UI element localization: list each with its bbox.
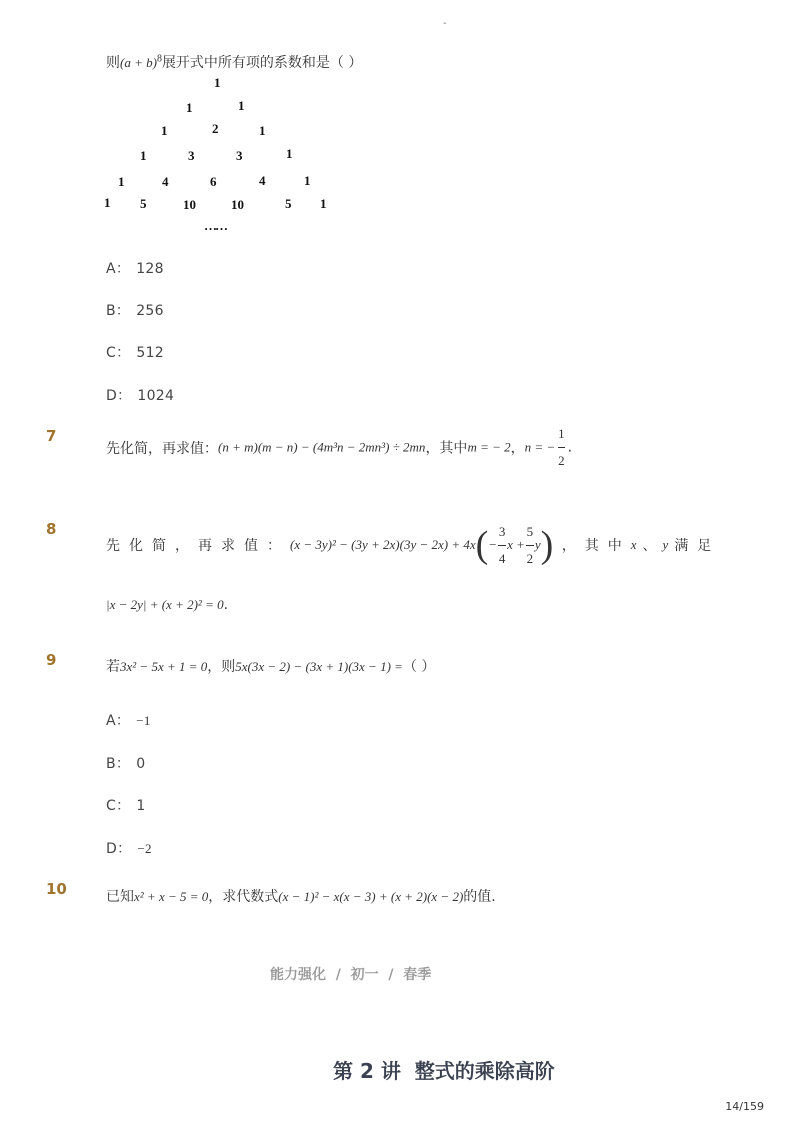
fraction-denominator: 4 bbox=[498, 550, 506, 566]
footer-brand: 能力强化 / 初一 / 春季 bbox=[270, 967, 432, 983]
pascal-cell: 1 bbox=[238, 98, 245, 113]
option-value: 1024 bbox=[137, 388, 175, 404]
pascal-cell: 1 bbox=[214, 75, 221, 90]
q8-expression: (x − 3y)² − (3y + 2x)(3y − 2x) + 4x bbox=[290, 537, 476, 552]
option-value: −1 bbox=[136, 713, 151, 728]
q10-suffix: 的值. bbox=[463, 889, 496, 905]
header-mark: - bbox=[443, 18, 447, 29]
pascal-cell: 4 bbox=[259, 173, 266, 188]
option-label: B： bbox=[106, 756, 131, 772]
option-label: B： bbox=[106, 303, 131, 319]
pascal-cell: 3 bbox=[188, 148, 195, 163]
fraction-bar bbox=[558, 447, 565, 448]
option-value: 1 bbox=[136, 798, 146, 814]
fraction-numerator: 1 bbox=[558, 426, 565, 441]
pascal-cell: 6 bbox=[210, 174, 217, 189]
q7-fraction bbox=[558, 427, 565, 468]
q9-option-b[interactable] bbox=[106, 753, 145, 773]
paren-right: ) bbox=[540, 524, 554, 566]
q8-inner-b: x + bbox=[507, 537, 525, 552]
pascal-cell: 1 bbox=[259, 123, 266, 138]
q6-stem bbox=[106, 52, 362, 72]
option-label: C： bbox=[106, 798, 131, 814]
q10-expression: (x − 1)² − x(x − 3) + (x + 2)(x − 2) bbox=[278, 889, 464, 904]
q8-fraction-2 bbox=[526, 525, 534, 566]
q8-var-y: y bbox=[662, 537, 669, 552]
q7-end: . bbox=[567, 439, 573, 456]
pascal-cell: 2 bbox=[212, 121, 219, 136]
pascal-cell: 1 bbox=[304, 173, 311, 188]
q10-text bbox=[106, 886, 496, 906]
q9-prefix: 若 bbox=[106, 659, 120, 675]
fraction-bar bbox=[526, 545, 534, 546]
q8-fraction-1 bbox=[498, 525, 506, 566]
q7-prefix: 先化简，再求值： bbox=[106, 440, 218, 457]
q7-cond-n: n = − bbox=[524, 439, 556, 455]
q7-mid: ，其中 bbox=[425, 440, 468, 457]
option-label: D： bbox=[106, 388, 132, 404]
fraction-numerator: 5 bbox=[526, 523, 534, 539]
lecture-title: 第 2 讲 整式的乘除高阶 bbox=[333, 1059, 555, 1083]
q8-inner-c: y bbox=[534, 537, 541, 552]
q6-stem-suffix: 展开式中所有项的系数和是（ ） bbox=[161, 55, 363, 71]
q6-stem-exp: 8 bbox=[156, 53, 162, 65]
pascal-cell: 5 bbox=[140, 196, 147, 211]
option-value: 0 bbox=[136, 756, 146, 772]
q9-text bbox=[106, 656, 435, 676]
q8-cond: |x − 2y| + (x + 2)² = 0 bbox=[106, 597, 224, 612]
q9-expression: 5x(3x − 2) − (3x + 1)(3x − 1) = bbox=[235, 659, 403, 674]
q8-var-x: x bbox=[630, 537, 637, 552]
q8-comma: 、 bbox=[642, 538, 657, 554]
pascal-cell: 3 bbox=[236, 148, 243, 163]
q6-option-a[interactable] bbox=[106, 258, 164, 278]
q9-mid: ，则 bbox=[207, 659, 236, 675]
q7-expression: (n + m)(m − n) − (4m³n − 2mn³) ÷ 2mn bbox=[218, 439, 426, 455]
option-label: C： bbox=[106, 345, 131, 361]
paren-left: ( bbox=[475, 524, 489, 566]
q10-prefix: 已知 bbox=[106, 889, 134, 905]
option-value: −2 bbox=[137, 841, 152, 856]
pascal-cell: 1 bbox=[286, 146, 293, 161]
fraction-bar bbox=[498, 545, 506, 546]
page-number: 14/159 bbox=[725, 1100, 764, 1113]
fraction-denominator: 2 bbox=[526, 550, 534, 566]
q8-end: . bbox=[223, 597, 229, 613]
q8-condition bbox=[106, 597, 228, 613]
q8-prefix: 先化简，再求值： bbox=[106, 538, 290, 554]
pascal-cell: 4 bbox=[162, 174, 169, 189]
q7-cond-m: m = − 2 bbox=[467, 439, 511, 455]
pascal-cell: 1 bbox=[104, 195, 111, 210]
q9-suffix: （ ） bbox=[402, 659, 436, 675]
q7-sep: ， bbox=[510, 440, 525, 457]
q8-inner-a: − bbox=[488, 537, 498, 552]
q6-stem-math: (a + b) bbox=[120, 55, 157, 70]
question-number-10: 10 bbox=[46, 880, 67, 898]
pascal-cell: 1 bbox=[320, 196, 327, 211]
question-number-8: 8 bbox=[46, 520, 57, 538]
question-number-9: 9 bbox=[46, 651, 57, 669]
option-label: D： bbox=[106, 841, 132, 857]
q9-option-d[interactable] bbox=[106, 838, 152, 858]
q6-option-c[interactable] bbox=[106, 342, 164, 362]
q8-text bbox=[106, 520, 721, 570]
q9-option-c[interactable] bbox=[106, 795, 146, 815]
q6-option-b[interactable] bbox=[106, 300, 164, 320]
q9-option-a[interactable] bbox=[106, 710, 151, 730]
fraction-numerator: 3 bbox=[498, 523, 506, 539]
q10-cond: x² + x − 5 = 0 bbox=[134, 889, 209, 904]
q7-text bbox=[106, 427, 572, 468]
q6-stem-prefix: 则 bbox=[106, 55, 120, 71]
option-label: A： bbox=[106, 713, 131, 729]
question-number-7: 7 bbox=[46, 427, 57, 445]
pascal-cell: 10 bbox=[183, 197, 196, 212]
pascal-cell: 1 bbox=[140, 148, 147, 163]
pascal-cell: 1 bbox=[161, 123, 168, 138]
pascal-cell: 1 bbox=[186, 100, 193, 115]
option-label: A： bbox=[106, 261, 131, 277]
pascal-cell: 1 bbox=[118, 174, 125, 189]
q6-option-d[interactable] bbox=[106, 385, 174, 405]
fraction-denominator: 2 bbox=[558, 453, 565, 468]
option-value: 128 bbox=[136, 261, 164, 277]
pascal-cell: 5 bbox=[285, 196, 292, 211]
q10-mid: ，求代数式 bbox=[208, 889, 279, 905]
q8-suffix: ，其中 bbox=[561, 538, 631, 554]
pascal-ellipsis: …… bbox=[204, 218, 226, 233]
pascal-cell: 10 bbox=[231, 197, 244, 212]
q9-cond: 3x² − 5x + 1 = 0 bbox=[120, 659, 208, 674]
q8-satisfy: 满足 bbox=[674, 538, 721, 554]
option-value: 512 bbox=[136, 345, 165, 361]
option-value: 256 bbox=[136, 303, 164, 319]
